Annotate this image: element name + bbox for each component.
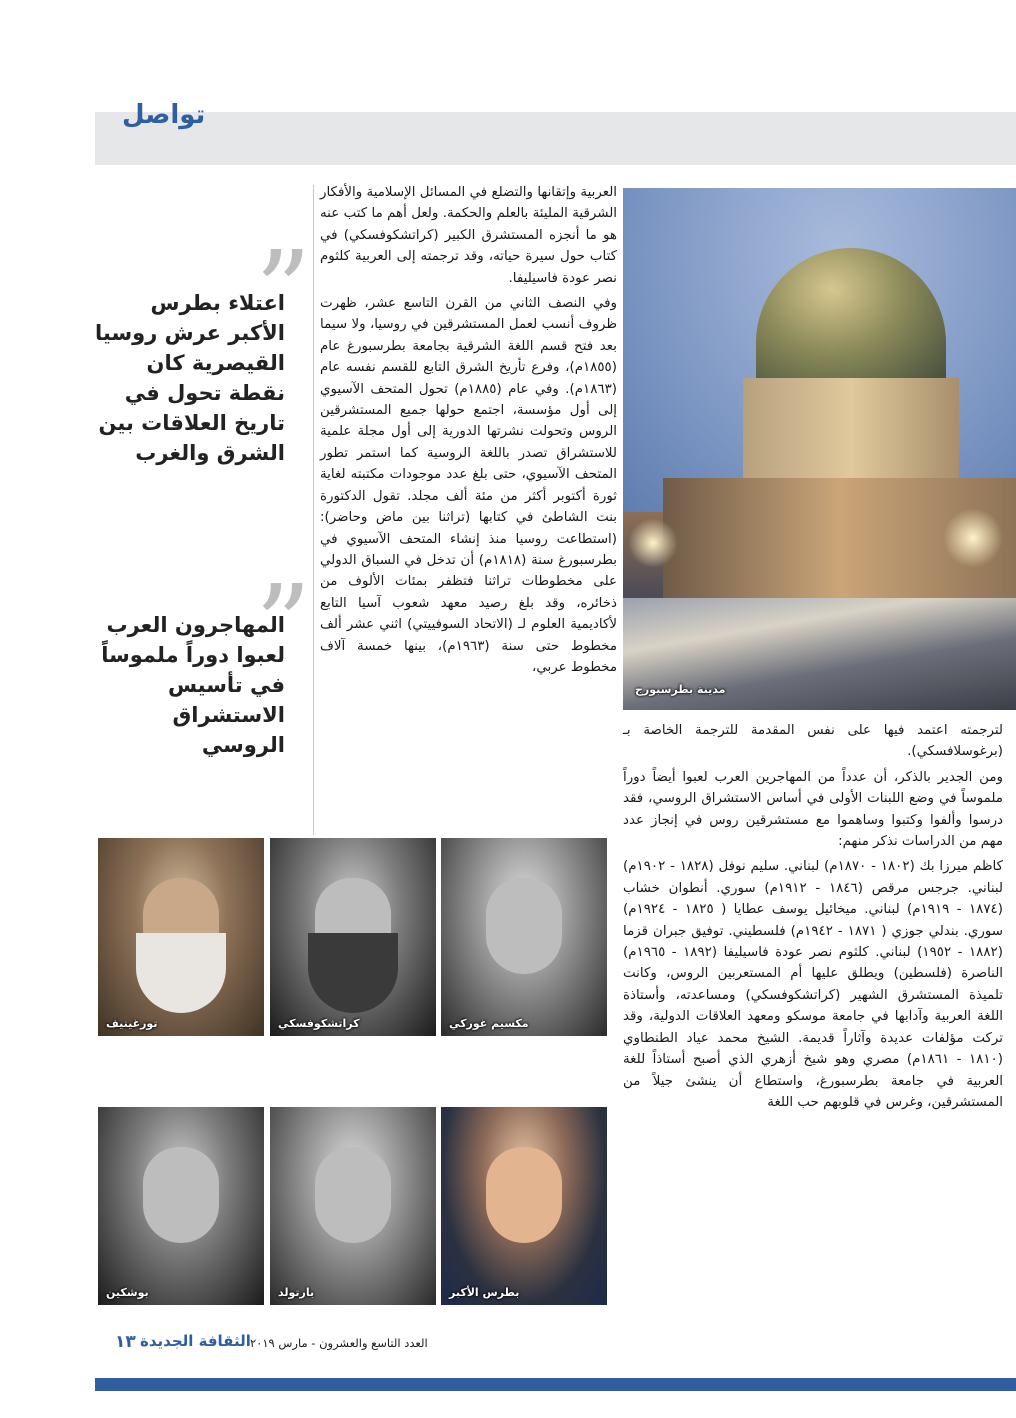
quote-mark-icon: ” bbox=[255, 561, 312, 689]
portrait-pushkin bbox=[98, 1107, 264, 1305]
hero-caption: مدينة بطرسبورج bbox=[635, 683, 726, 696]
issue-info: العدد التاسع والعشرون - مارس ٢٠١٩ bbox=[250, 1336, 428, 1350]
portrait-caption: بارتولد bbox=[278, 1286, 315, 1299]
portrait-krachkovsky bbox=[270, 838, 436, 1036]
pull-quote: اعتلاء بطرس الأكبر عرش روسيا القيصرية كان نقطة تحول في تاريخ العلاقات بين الشرق والغرب bbox=[95, 291, 285, 465]
portrait-peter-the-great bbox=[441, 1107, 607, 1305]
face bbox=[486, 1147, 562, 1243]
column-right bbox=[623, 720, 1003, 1117]
portrait-caption: تورغينيف bbox=[106, 1017, 158, 1030]
portrait-caption: مكسيم غوركي bbox=[449, 1017, 529, 1030]
beard bbox=[308, 933, 398, 1013]
portrait-caption: كراتشكوفسكي bbox=[278, 1017, 360, 1030]
pull-quote: المهاجرون العرب لعبوا دوراً ملموساً في تأسيس الاستشراق الروسي bbox=[101, 613, 285, 757]
street-light bbox=[628, 518, 678, 568]
page-number: ١٣ bbox=[115, 1332, 136, 1352]
street-light bbox=[943, 508, 1003, 568]
column-middle bbox=[320, 182, 617, 682]
magazine-name: الثقافة الجديدة bbox=[140, 1332, 251, 1350]
cathedral-drum bbox=[743, 378, 959, 488]
section-title: تواصل bbox=[122, 100, 206, 130]
paragraph: لترجمته اعتمد فيها على نفس المقدمة للترجمة الخاصة بـ (برغوسلافسكي). bbox=[623, 723, 1003, 760]
quote-mark-icon: ” bbox=[255, 227, 312, 355]
hero-photo bbox=[623, 188, 1016, 710]
footer-band bbox=[95, 1378, 1016, 1391]
face bbox=[486, 878, 562, 974]
face bbox=[143, 1147, 219, 1243]
portrait-bartold bbox=[270, 1107, 436, 1305]
paragraph: كاظم ميرزا بك (١٨٠٢ - ١٨٧٠م) لبناني. سليم نوفل (١٨٢٨ - ١٩٠٢م) لبناني. جرجس مرقص (١٨٤٦ - ١٩١٢م) سوري. أنطوان خشاب (١٨٧٤ - ١٩١٩م) لبناني. ميخائيل يوسف عطايا ( ١٨٢٥ - ١٩٢٤م) سوري. بندلي جوزي ( ١٨٧١ - ١٩٤٢م) فلسطيني. توفيق جبران قزما (١٨٨٢ - ١٩٥٢) لبناني. كلثوم نصر عودة فاسيليفا (١٨٩٢ - ١٩٦٥م) الناصرة (فلسطين) ويطلق عليها أم المستعربين الروس، وكانت تلميذة المستشرق الشهير (كراتشكوفسكي) ومساعدته، وأستاذة اللغة العربية وآدابها في جامعة موسكو ومعهد العلاقات الدولية، وقد تركت مؤلفات عديدة وآثاراً قديمة. الشيخ محمد عياد الطنطاوي (١٨١٠ - ١٨٦١م) مصري وهو شيخ أزهري الذي أصبح أستاذاً للغة العربية في جامعة بطرسبورغ، واستطاع أن ينشئ جيلاً من المستشرقين، وغرس في قلوبهم حب اللغة bbox=[623, 859, 1003, 1110]
portrait-gorky bbox=[441, 838, 607, 1036]
paragraph: العربية وإتقانها والتضلع في المسائل الإسلامية والأفكار الشرقية المليئة بالعلم والحكمة. ولعل أهم ما كتب عنه هو ما أنجزه المستشرق الكبير (كراتشكوفسكي) في كتاب حول سيرة حياته، وقد ترجمته إلى العربية كلثوم نصر عودة فاسيليفا. bbox=[320, 185, 617, 286]
face bbox=[315, 1147, 391, 1243]
paragraph: وفي النصف الثاني من القرن التاسع عشر، ظهرت ظروف أنسب لعمل المستشرقين في روسيا، ولا سيما بعد فتح قسم اللغة الشرقية بجامعة بطرسبورغ عام (١٨٥٥م)، وفرع تأريخ الشرق التابع للقسم نفسه عام (١٨٦٣م). وفي عام (١٨٨٥م) تحول المتحف الآسيوي إلى أول مؤسسة، اجتمع حولها جميع المستشرقين الروس وتحولت نشرتها الدورية إلى أول مجلة علمية للاستشراق تصدر باللغة الروسية كما استمر تطور المتحف الآسيوي، حتى بلغ عدد موجودات مكتبته لغاية ثورة أكتوبر أكثر من مئة ألف مجلد. تقول الدكتورة بنت الشاطئ في كتابها (تراثنا بين ماض وحاضر): (استطاعت روسيا منذ إنشاء المتحف الآسيوي في بطرسبورغ سنة (١٨١٨م) أن تدخل في السباق الدولي على مخطوطات تراثنا فتظفر بمئات الألوف من ذخائره، وقد بلغ رصيد معهد شعوب آسيا التابع لأكاديمية العلوم لـ (الاتحاد السوفييتي) اثني عشر ألف مخطوط حتى سنة (١٩٦٣م)، بينها خمسة آلاف مخطوط عربي، bbox=[320, 296, 618, 675]
column-divider bbox=[313, 185, 314, 835]
header-band bbox=[95, 112, 1016, 165]
portrait-turgenev bbox=[98, 838, 264, 1036]
paragraph: ومن الجدير بالذكر، أن عدداً من المهاجرين العرب لعبوا أيضاً دوراً ملموساً في وضع اللبنات الأولى في أساس الاستشراق الروسي، فقد درسوا وألفوا وكتبوا وساهموا مع مستشرقين روس في إنجاز عدد مهم من الدراسات نذكر منهم: bbox=[623, 769, 1003, 850]
beard bbox=[136, 933, 226, 1013]
portrait-caption: بطرس الأكبر bbox=[449, 1286, 520, 1299]
portrait-caption: بوشكين bbox=[106, 1286, 149, 1299]
